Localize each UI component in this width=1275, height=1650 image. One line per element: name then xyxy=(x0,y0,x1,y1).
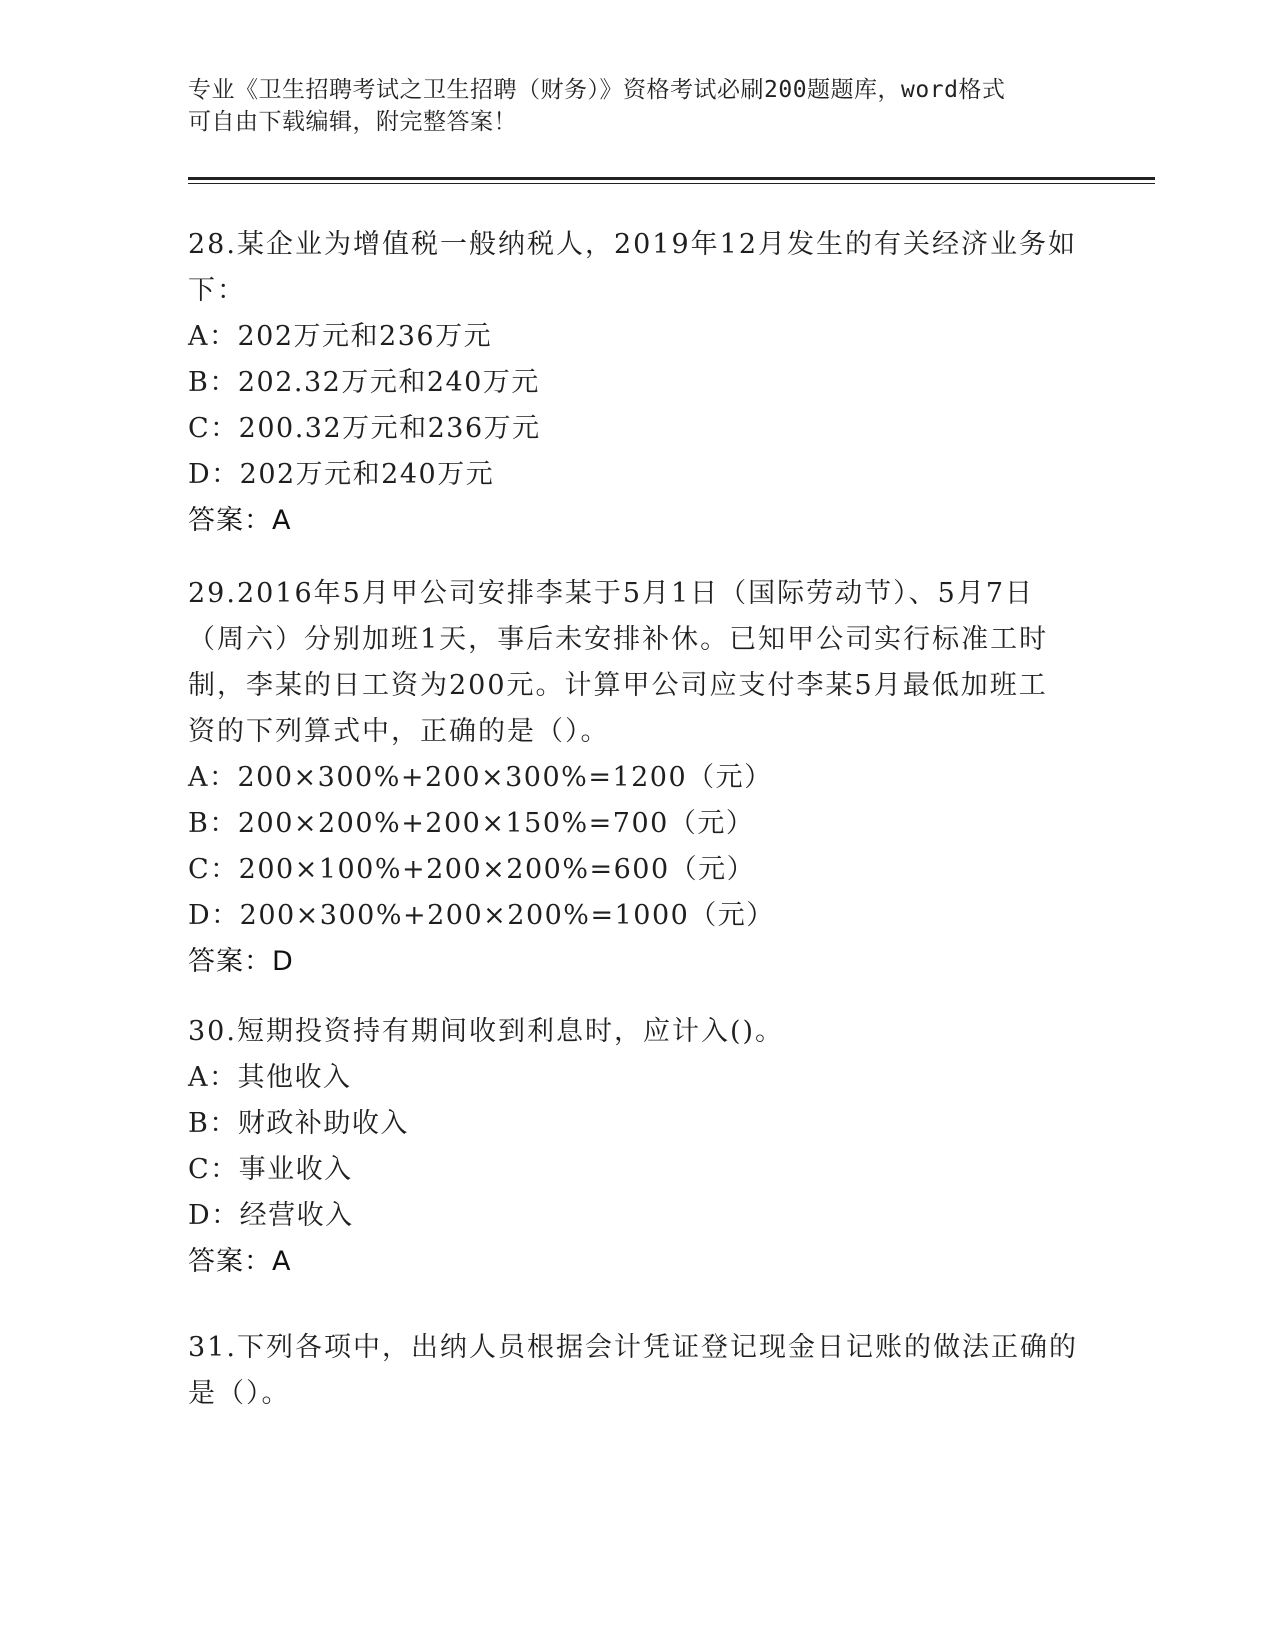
option-a: A：其他收入 xyxy=(188,1062,352,1093)
question-stem-line: 31.下列各项中，出纳人员根据会计凭证登记现金日记账的做法正确的 xyxy=(188,1332,1078,1363)
option-d: D：经营收入 xyxy=(188,1200,354,1231)
question-31 xyxy=(188,1325,1088,1417)
option-c: C：事业收入 xyxy=(188,1154,353,1185)
answer: 答案：D xyxy=(188,946,294,977)
answer: 答案：A xyxy=(188,505,292,536)
question-stem-line: （周六）分别加班1天，事后未安排补休。已知甲公司实行标准工时 xyxy=(188,624,1049,655)
option-c: C：200×100%+200×200%=600（元） xyxy=(188,854,756,885)
option-b: B：200×200%+200×150%=700（元） xyxy=(188,808,755,839)
question-stem-line: 制，李某的日工资为200元。计算甲公司应支付李某5月最低加班工 xyxy=(188,670,1048,701)
question-29 xyxy=(188,571,1088,985)
question-stem-line: 28.某企业为增值税一般纳税人，2019年12月发生的有关经济业务如 xyxy=(188,229,1078,260)
option-a: A：200×300%+200×300%=1200（元） xyxy=(188,762,773,793)
header-line-1: 专业《卫生招聘考试之卫生招聘（财务）》资格考试必刷200题题库，word格式 xyxy=(188,77,1006,103)
question-stem-line: 29.2016年5月甲公司安排李某于5月1日（国际劳动节）、5月7日 xyxy=(188,578,1035,609)
question-stem-line: 是（）。 xyxy=(188,1378,291,1409)
option-c: C：200.32万元和236万元 xyxy=(188,413,541,444)
answer: 答案：A xyxy=(188,1246,292,1277)
option-d: D：202万元和240万元 xyxy=(188,459,495,490)
header-line-2: 可自由下载编辑，附完整答案！ xyxy=(188,109,517,135)
header-divider-thin xyxy=(188,183,1155,184)
option-a: A：202万元和236万元 xyxy=(188,321,493,352)
question-28 xyxy=(188,222,1088,544)
header-divider-thick xyxy=(188,177,1155,180)
document-header xyxy=(188,74,1068,138)
option-b: B：财政补助收入 xyxy=(188,1108,409,1139)
question-stem-line: 30.短期投资持有期间收到利息时，应计入()。 xyxy=(188,1016,785,1047)
question-stem-line: 资的下列算式中，正确的是（）。 xyxy=(188,716,610,747)
option-b: B：202.32万元和240万元 xyxy=(188,367,540,398)
option-d: D：200×300%+200×200%=1000（元） xyxy=(188,900,775,931)
question-30 xyxy=(188,1009,1088,1285)
question-stem-line: 下： xyxy=(188,275,246,306)
